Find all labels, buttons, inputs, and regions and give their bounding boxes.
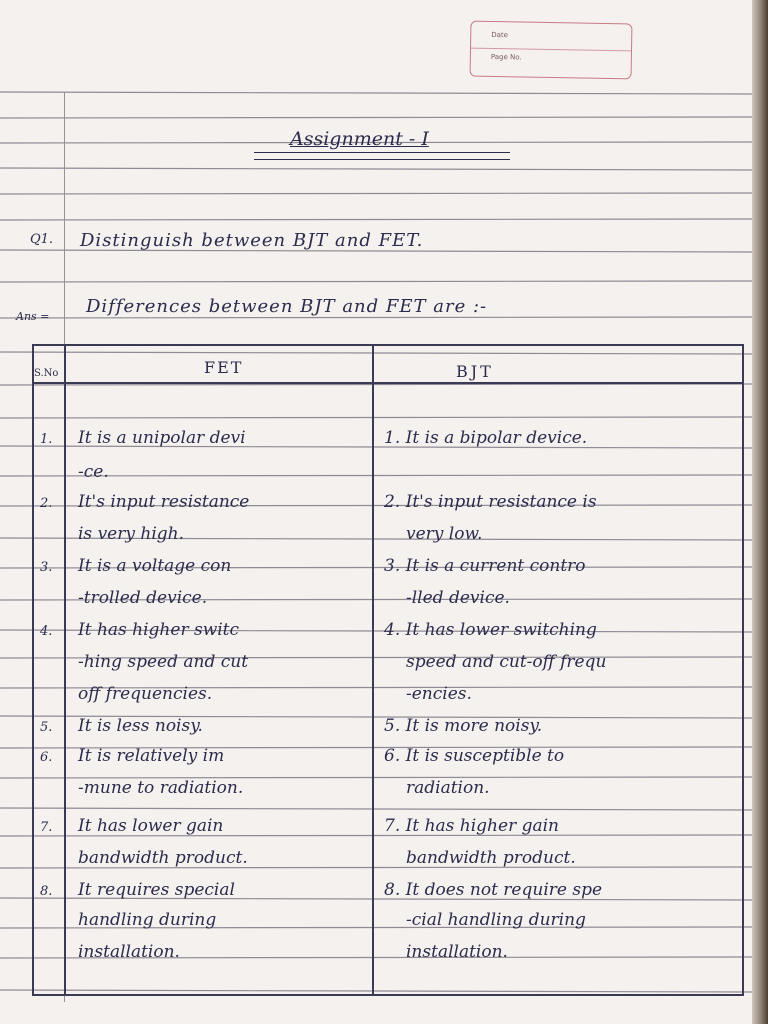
ruled-line bbox=[0, 219, 752, 220]
bjt-cell-line: radiation. bbox=[406, 778, 490, 798]
ruled-line bbox=[0, 317, 752, 318]
answer-text: Differences between BJT and FET are :- bbox=[86, 296, 488, 317]
fet-cell-line: -trolled device. bbox=[78, 588, 208, 608]
fet-cell-line: -hing speed and cut bbox=[78, 652, 249, 672]
row-number: 1. bbox=[40, 432, 53, 447]
table-bottom-border bbox=[32, 994, 744, 996]
bjt-cell-line: installation. bbox=[406, 942, 508, 962]
bjt-cell-line: 8. It does not require spe bbox=[384, 880, 603, 900]
question-number: Q1. bbox=[30, 232, 54, 247]
bjt-cell-line: 1. It is a bipolar device. bbox=[384, 428, 588, 448]
ruled-line bbox=[0, 281, 752, 282]
fet-cell-line: It has higher switc bbox=[78, 620, 240, 640]
table-header-border bbox=[32, 382, 744, 384]
table-right-border bbox=[742, 344, 744, 996]
row-number: 2. bbox=[40, 496, 53, 511]
fet-bjt-column-divider bbox=[372, 344, 374, 996]
bjt-cell-line: speed and cut-off frequ bbox=[406, 652, 607, 672]
ruled-line bbox=[0, 193, 752, 194]
fet-cell-line: off frequencies. bbox=[78, 684, 213, 704]
date-page-box bbox=[470, 21, 633, 80]
row-number: 6. bbox=[40, 750, 53, 765]
fet-cell-line: It is less noisy. bbox=[78, 716, 203, 736]
page-edge bbox=[752, 0, 768, 1024]
table-top-border bbox=[32, 344, 744, 346]
fet-cell-line: It is a voltage con bbox=[78, 556, 232, 576]
header-bjt: BJT bbox=[456, 362, 494, 381]
table-left-border bbox=[32, 344, 34, 996]
ruled-line bbox=[0, 168, 752, 170]
fet-cell-line: It is relatively im bbox=[78, 746, 225, 766]
title-underline bbox=[254, 152, 510, 160]
fet-cell-line: It is a unipolar devi bbox=[78, 428, 246, 448]
fet-cell-line: handling during bbox=[78, 910, 217, 930]
bjt-cell-line: 3. It is a current contro bbox=[384, 556, 586, 576]
sno-column-divider bbox=[64, 344, 66, 996]
row-number: 4. bbox=[40, 624, 53, 639]
page-number-label: Page No. bbox=[490, 52, 522, 62]
answer-label: Ans = bbox=[16, 310, 50, 323]
row-number: 7. bbox=[40, 820, 53, 835]
bjt-cell-line: 2. It's input resistance is bbox=[384, 492, 597, 512]
bjt-cell-line: 7. It has higher gain bbox=[384, 816, 559, 836]
fet-cell-line: It has lower gain bbox=[78, 816, 224, 836]
row-number: 8. bbox=[40, 884, 53, 899]
fet-cell-line: -ce. bbox=[78, 462, 109, 482]
question-text: Distinguish between BJT and FET. bbox=[80, 230, 424, 251]
ruled-line bbox=[0, 92, 752, 94]
header-fet: FET bbox=[204, 358, 244, 377]
bjt-cell-line: bandwidth product. bbox=[406, 848, 576, 868]
fet-cell-line: bandwidth product. bbox=[78, 848, 248, 868]
bjt-cell-line: very low. bbox=[406, 524, 483, 544]
fet-cell-line: It's input resistance bbox=[78, 492, 250, 512]
fet-cell-line: is very high. bbox=[78, 524, 184, 544]
bjt-cell-line: -lled device. bbox=[406, 588, 510, 608]
bjt-cell-line: 5. It is more noisy. bbox=[384, 716, 543, 736]
row-number: 3. bbox=[40, 560, 53, 575]
bjt-cell-line: 4. It has lower switching bbox=[384, 620, 597, 640]
fet-cell-line: -mune to radiation. bbox=[78, 778, 244, 798]
bjt-cell-line: 6. It is susceptible to bbox=[384, 746, 565, 766]
ruled-line bbox=[0, 117, 752, 118]
fet-cell-line: installation. bbox=[78, 942, 180, 962]
date-label: Date bbox=[491, 30, 509, 40]
header-sno: S.No bbox=[34, 368, 59, 379]
bjt-cell-line: -cial handling during bbox=[406, 910, 586, 930]
row-number: 5. bbox=[40, 720, 53, 735]
assignment-title: Assignment - I bbox=[290, 128, 429, 150]
bjt-cell-line: -encies. bbox=[406, 684, 472, 704]
fet-cell-line: It requires special bbox=[78, 880, 235, 900]
